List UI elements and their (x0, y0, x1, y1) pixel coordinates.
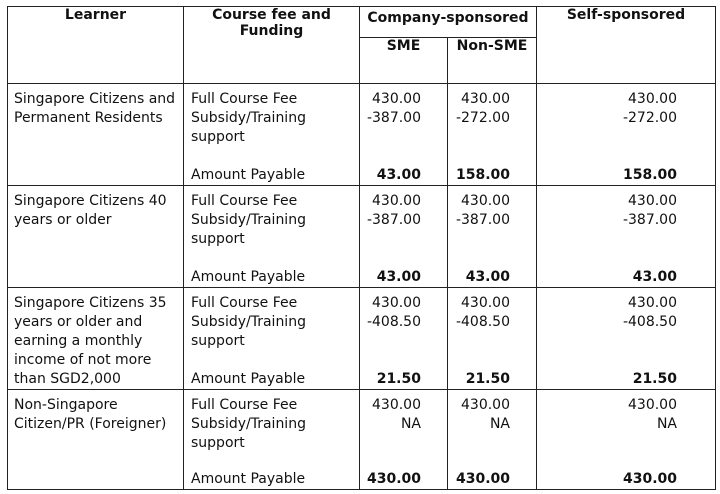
self-subsidy: NA (656, 416, 677, 432)
self-subsidy: -272.00 (622, 110, 677, 126)
sme-fee: 430.00 (372, 295, 421, 311)
non-sme-fee: 430.00 (461, 91, 510, 107)
course-fee-table (7, 6, 716, 490)
self-fee: 430.00 (628, 193, 677, 209)
non-sme-payable: 158.00 (455, 167, 510, 183)
sme-cell (360, 390, 448, 490)
self-payable: 158.00 (622, 167, 677, 183)
full-fee-label: Full Course Fee (191, 91, 298, 107)
amount-payable-label: Amount Payable (191, 371, 306, 387)
fee-labels-cell (184, 84, 360, 186)
header-course-fee: Course fee and Funding (184, 7, 360, 84)
sme-fee: 430.00 (372, 193, 421, 209)
non-sme-fee: 430.00 (461, 397, 510, 413)
header-self-sponsored: Self-sponsored (537, 7, 716, 84)
amount-payable-label: Amount Payable (191, 269, 306, 285)
non-sme-payable: 43.00 (465, 269, 510, 285)
subsidy-label: Subsidy/Training support (191, 416, 306, 451)
subsidy-label: Subsidy/Training support (191, 212, 306, 247)
self-payable: 21.50 (632, 371, 677, 387)
sme-fee: 430.00 (372, 397, 421, 413)
header-company-sponsored (360, 7, 537, 38)
sme-subsidy: -387.00 (366, 212, 421, 228)
table-row (8, 84, 716, 186)
sme-cell (360, 186, 448, 288)
non-sme-subsidy: NA (489, 416, 510, 432)
self-cell (537, 288, 716, 390)
self-fee: 430.00 (628, 295, 677, 311)
learner-cell: Singapore Citizens and Permanent Residents (8, 84, 184, 186)
sme-subsidy: -408.50 (366, 314, 421, 330)
full-fee-label: Full Course Fee (191, 295, 298, 311)
learner-cell: Singapore Citizens 35 years or older and earning a monthly income of not more than SGD2,000 (8, 288, 184, 390)
sme-payable: 43.00 (376, 269, 421, 285)
table-row (8, 186, 716, 288)
header-company-sponsored-label: Company-sponsored (367, 10, 529, 26)
self-fee: 430.00 (628, 91, 677, 107)
non-sme-cell (448, 288, 537, 390)
self-payable: 430.00 (622, 471, 677, 487)
sme-payable: 21.50 (376, 371, 421, 387)
header-sme: SME (360, 38, 448, 84)
header-non-sme: Non-SME (448, 38, 537, 84)
non-sme-subsidy: -272.00 (455, 110, 510, 126)
sme-subsidy: -387.00 (366, 110, 421, 126)
sme-cell (360, 288, 448, 390)
learner-cell: Singapore Citizens 40 years or older (8, 186, 184, 288)
table-row (8, 390, 716, 490)
self-cell (537, 390, 716, 490)
fee-labels-cell (184, 186, 360, 288)
non-sme-cell (448, 390, 537, 490)
non-sme-cell (448, 186, 537, 288)
sme-fee: 430.00 (372, 91, 421, 107)
fee-table-frame (7, 6, 716, 490)
self-cell (537, 186, 716, 288)
non-sme-cell (448, 84, 537, 186)
full-fee-label: Full Course Fee (191, 193, 298, 209)
sme-payable: 43.00 (376, 167, 421, 183)
self-subsidy: -387.00 (622, 212, 677, 228)
header-learner: Learner (8, 7, 184, 84)
self-subsidy: -408.50 (622, 314, 677, 330)
amount-payable-label: Amount Payable (191, 471, 306, 487)
amount-payable-label: Amount Payable (191, 167, 306, 183)
fee-labels-cell (184, 390, 360, 490)
sme-payable: 430.00 (366, 471, 421, 487)
table-row (8, 288, 716, 390)
non-sme-payable: 21.50 (465, 371, 510, 387)
self-payable: 43.00 (632, 269, 677, 285)
non-sme-payable: 430.00 (455, 471, 510, 487)
non-sme-subsidy: -387.00 (455, 212, 510, 228)
non-sme-subsidy: -408.50 (455, 314, 510, 330)
non-sme-fee: 430.00 (461, 295, 510, 311)
self-cell (537, 84, 716, 186)
learner-cell: Non-Singapore Citizen/PR (Foreigner) (8, 390, 184, 490)
self-fee: 430.00 (628, 397, 677, 413)
non-sme-fee: 430.00 (461, 193, 510, 209)
sme-subsidy: NA (400, 416, 421, 432)
subsidy-label: Subsidy/Training support (191, 314, 306, 349)
sme-cell (360, 84, 448, 186)
full-fee-label: Full Course Fee (191, 397, 298, 413)
fee-labels-cell (184, 288, 360, 390)
subsidy-label: Subsidy/Training support (191, 110, 306, 145)
